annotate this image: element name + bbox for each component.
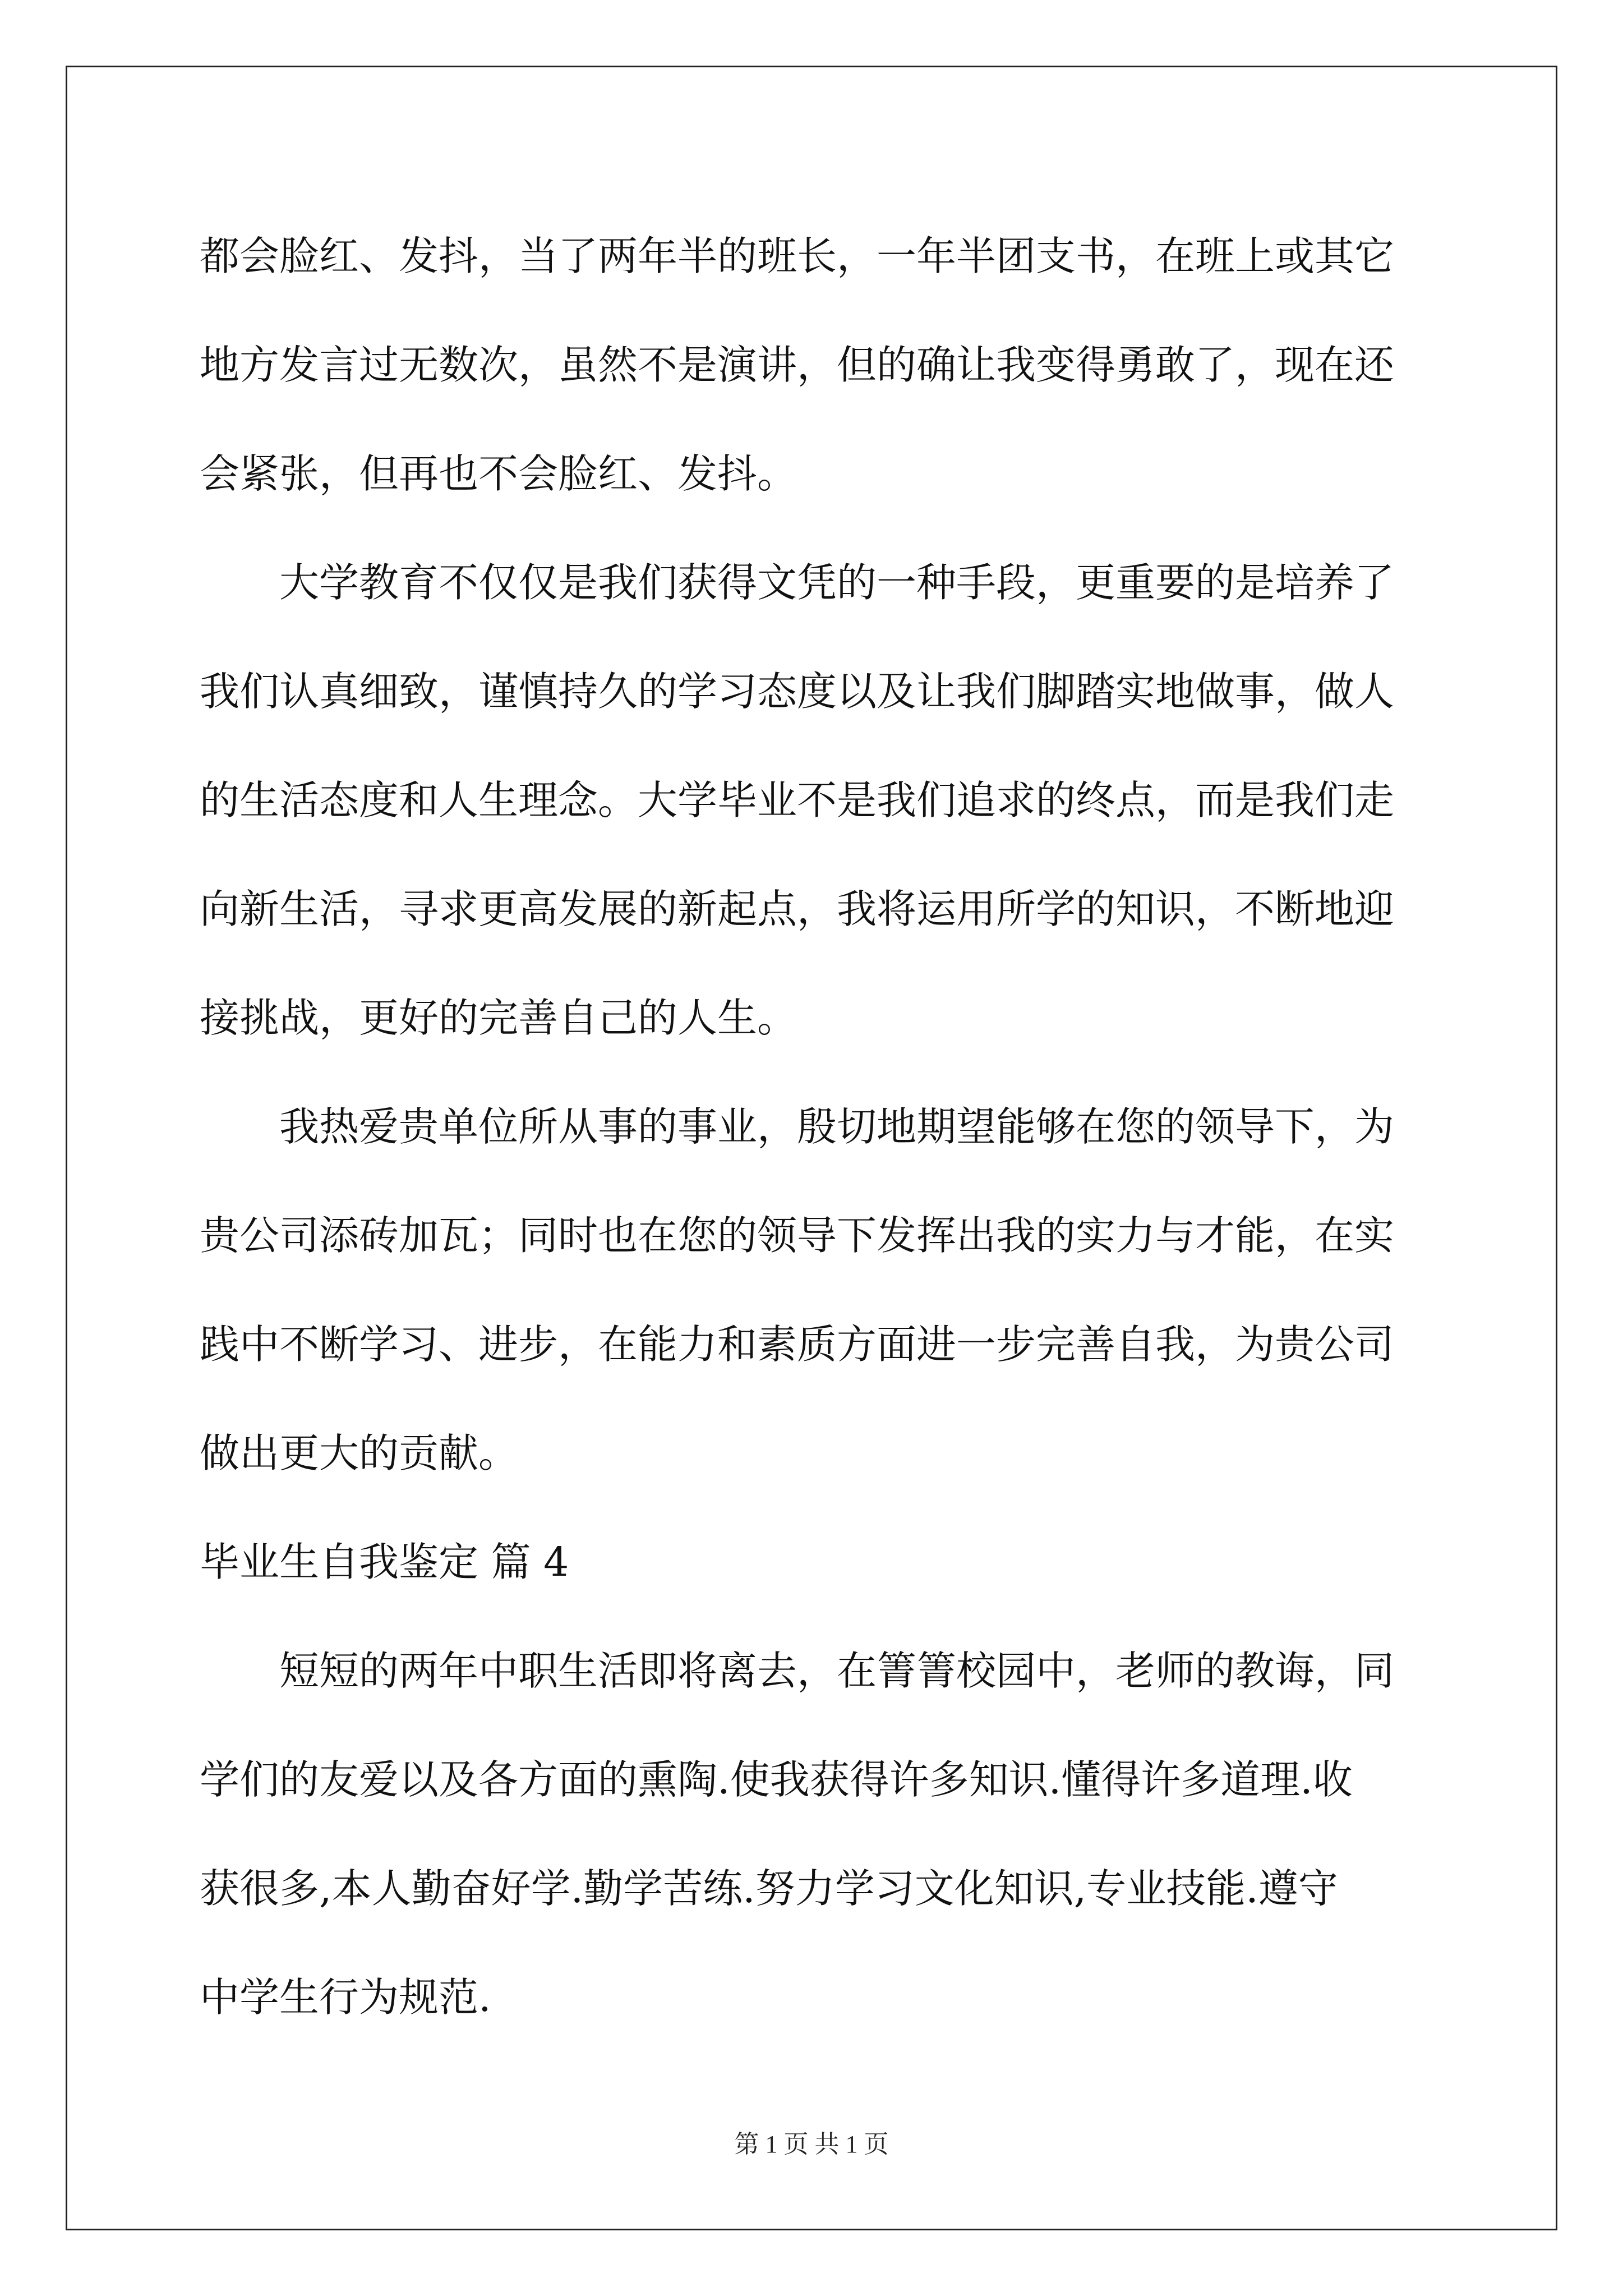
section-paragraph: 短短的两年中职生活即将离去，在箐箐校园中，老师的教诲，同 学们的友爱以及各方面的熏陶.使我获得许多知识.懂得许多道理.收 获很多,本人勤奋好学.勤学苦练.努力学习文化知识,专业技能.遵守 中学生行为规范. [200,1648,1395,2021]
paragraph-2: 大学教育不仅仅是我们获得文凭的一种手段，更重要的是培养了 我们认真细致，谨慎持久的学习态度以及让我们脚踏实地做事，做人 的生活态度和人生理念。大学毕业不是我们追求的终点，而是我们走 向新生活，寻求更高发展的新起点，我将运用所学的知识，不断地迎 接挑战，更好的完善自己的人生。 [200,559,1395,1041]
page-footer: 第 1 页 共 1 页 [734,2131,889,2158]
paragraph-3: 我热爱贵单位所从事的事业，殷切地期望能够在您的领导下，为 贵公司添砖加瓦；同时也在您的领导下发挥出我的实力与才能，在实 践中不断学习、进步，在能力和素质方面进一步完善自我，为贵公司 做出更大的贡献。 [200,1103,1395,1476]
paragraph-1: 都会脸红、发抖，当了两年半的班长，一年半团支书，在班上或其它 地方发言过无数次，虽然不是演讲，但的确让我变得勇敢了，现在还 会紧张，但再也不会脸红、发抖。 [200,233,1395,497]
section-heading: 毕业生自我鉴定 篇 4 [200,1539,569,1585]
document-body [200,202,1428,2052]
